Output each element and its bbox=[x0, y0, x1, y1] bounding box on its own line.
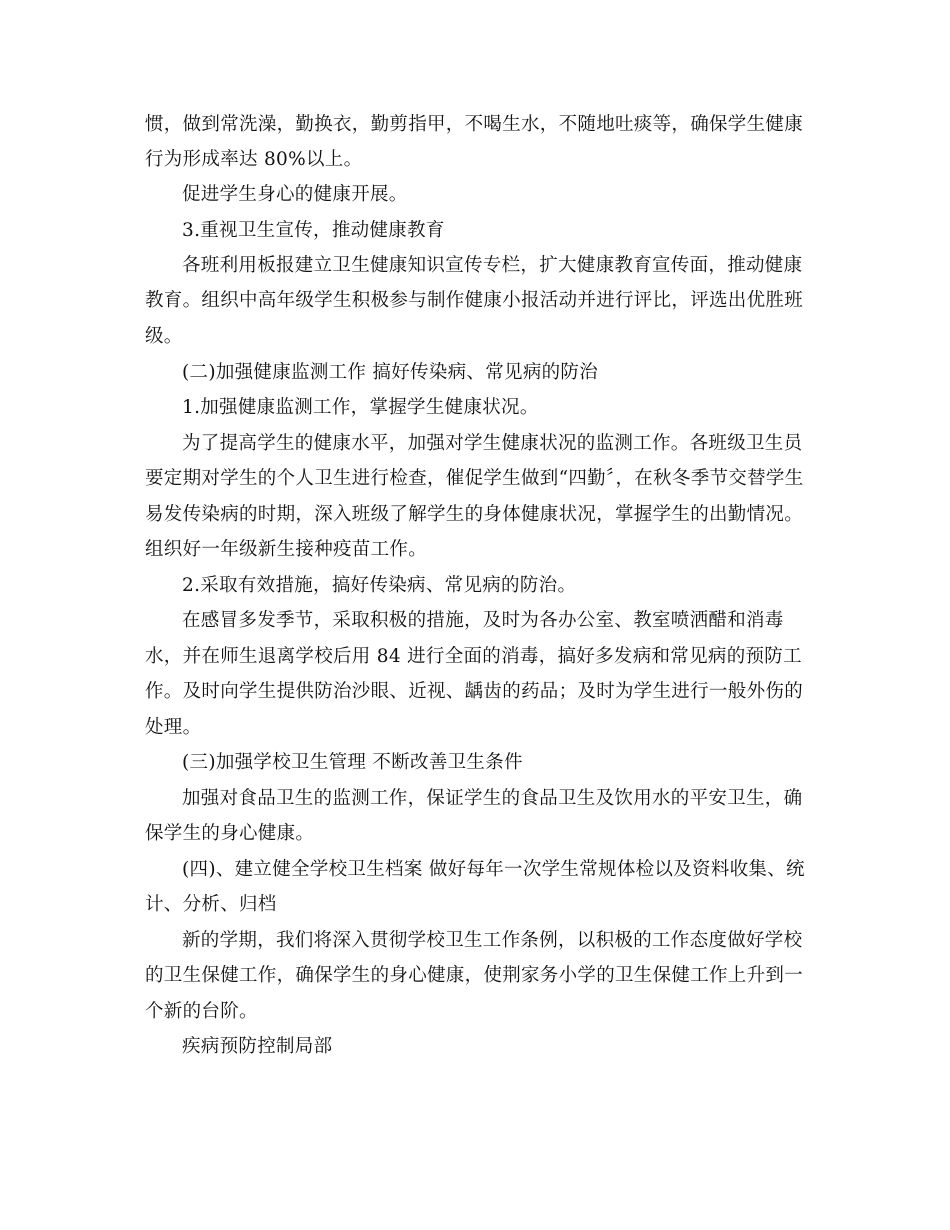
section-heading: (四)、建立健全学校卫生档案 做好每年一次学生常规体检以及资料收集、统 bbox=[182, 859, 805, 880]
text-line: 个新的台阶。 bbox=[145, 1001, 258, 1022]
section-heading: (二)加强健康监测工作 搞好传染病、常见病的防治 bbox=[182, 362, 599, 383]
text-line: 惯，做到常洗澡，勤换衣，勤剪指甲，不喝生水，不随地吐痰等，确保学生健康 bbox=[145, 114, 804, 135]
text-line: 行为形成率达 80%以上。 bbox=[145, 149, 363, 170]
text-line: 要定期对学生的个人卫生进行检查，催促学生做到“四勤〞，在秋冬季节交替学生 bbox=[145, 468, 804, 489]
section-heading: 3.重视卫生宣传，推动健康教育 bbox=[182, 220, 445, 241]
text-line: 处理。 bbox=[145, 717, 202, 738]
text-line: 的卫生保健工作，确保学生的身心健康，使荆家务小学的卫生保健工作上升到一 bbox=[145, 965, 804, 986]
text-line: 为了提高学生的健康水平，加强对学生健康状况的监测工作。各班级卫生员 bbox=[182, 433, 803, 454]
text-line: 教育。组织中高年级学生积极参与制作健康小报活动并进行评比，评选出优胜班 bbox=[145, 290, 804, 311]
section-heading: 1.加强健康监测工作，掌握学生健康状况。 bbox=[182, 397, 539, 418]
text-line: 新的学期，我们将深入贯彻学校卫生工作条例，以积极的工作态度做好学校 bbox=[182, 930, 803, 951]
text-line: 促进学生身心的健康开展。 bbox=[182, 184, 408, 205]
text-line: 级。 bbox=[145, 326, 183, 347]
section-heading: (三)加强学校卫生管理 不断改善卫生条件 bbox=[182, 752, 523, 773]
section-heading: 2.采取有效措施，搞好传染病、常见病的防治。 bbox=[182, 575, 577, 596]
signature-line: 疾病预防控制局部 bbox=[182, 1036, 333, 1057]
text-line: 保学生的身心健康。 bbox=[145, 823, 315, 844]
text-line: 加强对食品卫生的监测工作，保证学生的食品卫生及饮用水的平安卫生，确 bbox=[182, 788, 803, 809]
text-line: 水，并在师生退离学校后用 84 进行全面的消毒，搞好多发病和常见病的预防工 bbox=[145, 646, 802, 667]
text-line: 各班利用板报建立卫生健康知识宣传专栏，扩大健康教育宣传面，推动健康 bbox=[182, 255, 803, 276]
text-line: 易发传染病的时期，深入班级了解学生的身体健康状况，掌握学生的出勤情况。 bbox=[145, 504, 804, 525]
text-line: 作。及时向学生提供防治沙眼、近视、龋齿的药品；及时为学生进行一般外伤的 bbox=[145, 681, 804, 702]
text-line: 组织好一年级新生接种疫苗工作。 bbox=[145, 539, 428, 560]
text-line: 在感冒多发季节，采取积极的措施，及时为各办公室、教室喷洒醋和消毒 bbox=[182, 610, 784, 631]
text-line: 计、分析、归档 bbox=[145, 894, 277, 915]
